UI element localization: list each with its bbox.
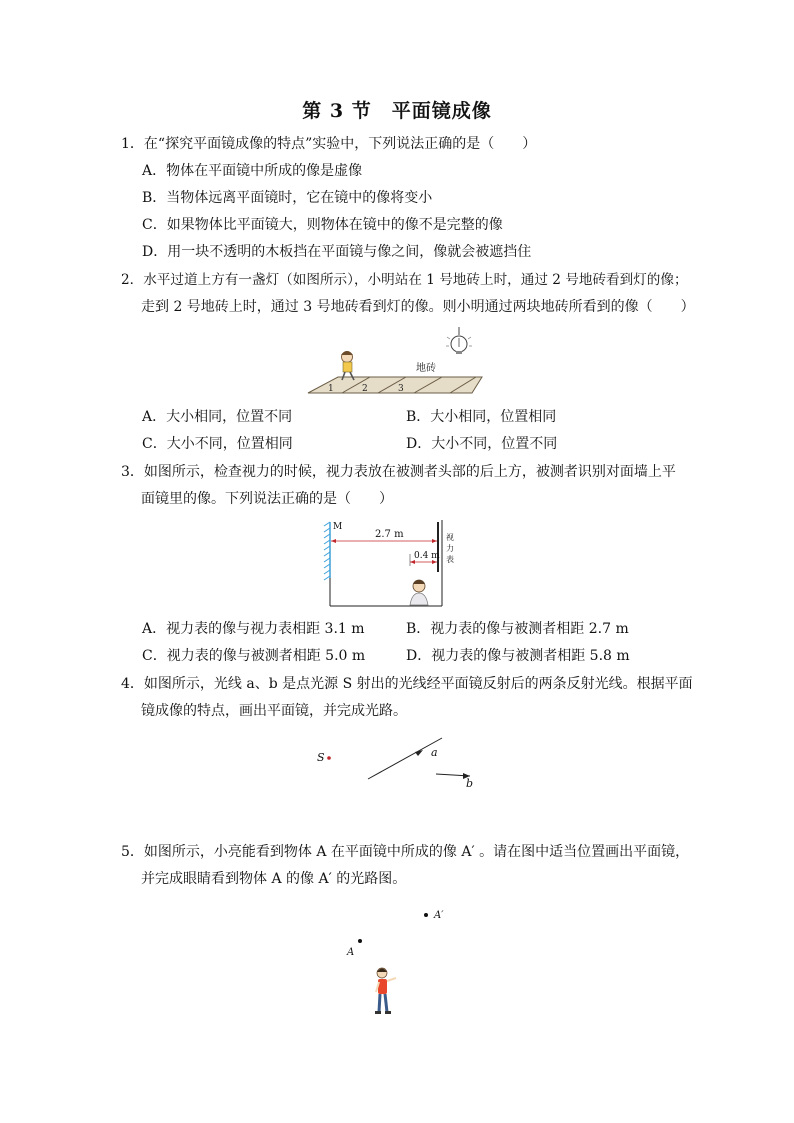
image-a-prime-label: A′ — [434, 910, 444, 921]
q2-option-c: C．大小不同，位置相同 — [142, 436, 293, 452]
q3-figure — [318, 518, 468, 610]
tile-label-3: 3 — [398, 384, 404, 394]
q3-option-a: A．视力表的像与视力表相距 3.1 m — [142, 621, 365, 637]
q1-option-d: D．用一块不透明的木板挡在平面镜与像之间，像就会被遮挡住 — [142, 244, 532, 260]
q1-option-c: C．如果物体比平面镜大，则物体在镜中的像不是完整的像 — [142, 217, 503, 233]
object-a-label: A — [347, 947, 355, 958]
q2-option-b: B．大小相同，位置相同 — [406, 409, 557, 425]
tile-label-2: 2 — [362, 384, 368, 394]
q2-option-d: D．大小不同，位置不同 — [406, 436, 558, 452]
person-figure — [410, 580, 428, 605]
q5-stem-line1: 5．如图所示，小亮能看到物体 A 在平面镜中所成的像 A′ 。请在图中适当位置画出平面镜， — [121, 844, 690, 860]
q3-stem-line2: 面镜里的像。下列说法正确的是（ ） — [141, 491, 393, 507]
q2-stem-line1: 2．水平过道上方有一盏灯（如图所示），小明站在 1 号地砖上时，通过 2 号地砖看到灯的像； — [121, 272, 688, 288]
boy-xiaoliang — [375, 968, 396, 1014]
q2-stem-line2: 走到 2 号地砖上时，通过 3 号地砖看到灯的像。则小明通过两块地砖所看到的像（ ） — [141, 299, 695, 315]
q4-stem-line1: 4．如图所示，光线 a、b 是点光源 S 射出的光线经平面镜反射后的两条反射光线。根据平面 — [121, 676, 693, 692]
mirror-hatch — [324, 522, 330, 580]
q3-stem-line1: 3．如图所示，检查视力的时候，视力表放在被测者头部的后上方，被测者识别对面墙上平 — [121, 464, 676, 480]
q3-option-b: B．视力表的像与被测者相距 2.7 m — [406, 621, 629, 637]
distance-long-label: 2.7 m — [375, 529, 404, 540]
chart-label-3: 表 — [446, 555, 454, 564]
q2-figure — [300, 325, 490, 397]
mirror-label: M — [333, 522, 343, 532]
source-point — [327, 756, 331, 760]
floor-tiles — [308, 377, 482, 393]
q1-option-a: A．物体在平面镜中所成的像是虚像 — [142, 163, 363, 179]
q1-stem: 1．在“探究平面镜成像的特点”实验中，下列说法正确的是（ ） — [121, 136, 537, 152]
q1-option-b: B．当物体远离平面镜时，它在镜中的像将变小 — [142, 190, 433, 206]
q3-option-c: C．视力表的像与被测者相距 5.0 m — [142, 648, 366, 664]
source-s-label: S — [317, 751, 325, 764]
lamp-icon — [446, 327, 472, 354]
boy-figure — [341, 351, 354, 380]
q5-stem-line2: 并完成眼睛看到物体 A 的像 A′ 的光路图。 — [141, 871, 407, 887]
ray-b — [436, 773, 470, 779]
q2-option-a: A．大小相同，位置不同 — [142, 409, 293, 425]
q4-stem-line2: 镜成像的特点，画出平面镜，并完成光路。 — [141, 703, 407, 719]
ray-b-label: b — [466, 777, 474, 790]
q4-figure — [310, 738, 490, 794]
distance-short-label: 0.4 m — [414, 551, 440, 561]
chart-label-1: 视 — [446, 533, 454, 542]
q3-option-d: D．视力表的像与被测者相距 5.8 m — [406, 648, 630, 664]
object-a-point — [358, 939, 362, 943]
chart-label-2: 力 — [446, 544, 454, 553]
image-a-prime-point — [424, 913, 428, 917]
q5-figure — [340, 900, 460, 1020]
ray-a-label: a — [431, 746, 438, 759]
page-title: 第 3 节 平面镜成像 — [302, 100, 492, 122]
tile-label-1: 1 — [328, 384, 334, 394]
floor-label: 地砖 — [416, 363, 436, 374]
